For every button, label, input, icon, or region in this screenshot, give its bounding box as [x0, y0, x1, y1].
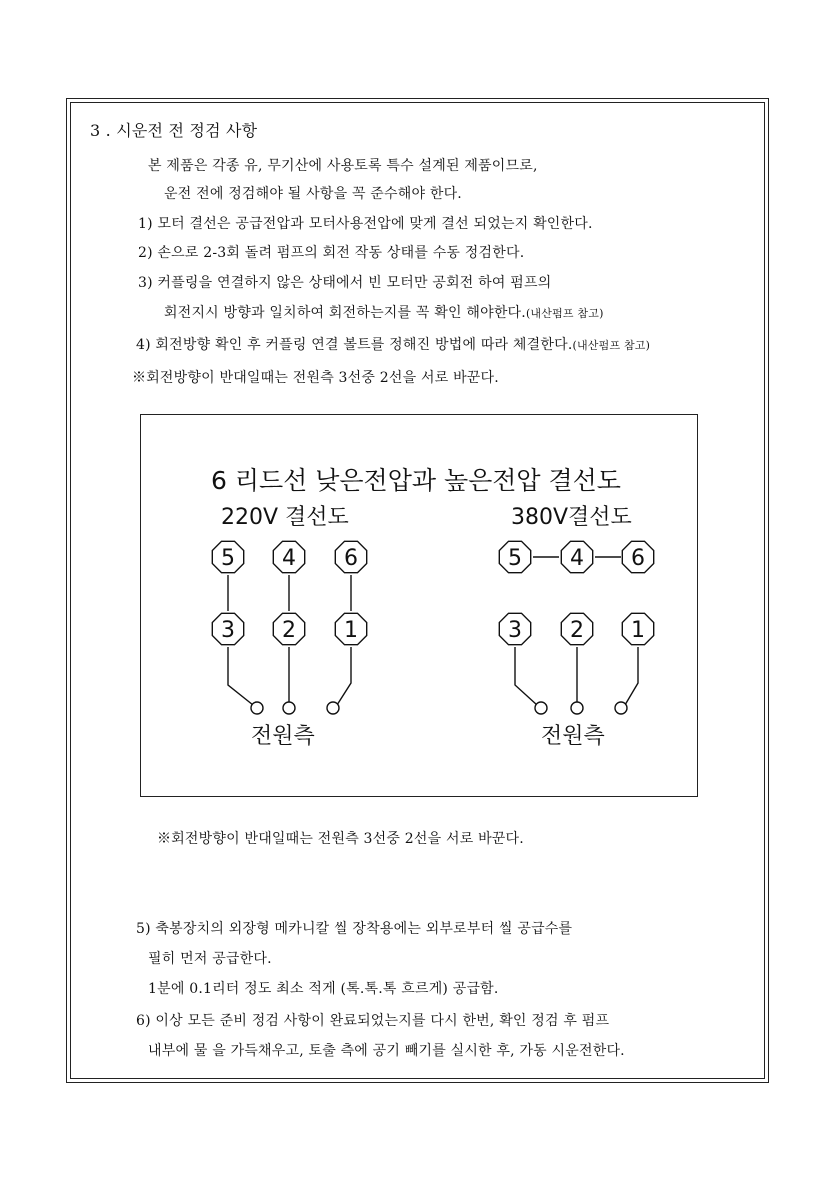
- wiring-diagram: [140, 414, 698, 797]
- power-side-label-left: 전원측: [251, 724, 315, 749]
- item-1: 1) 모터 결선은 공급전압과 모터사용전압에 맞게 결선 되었는지 확인한다.: [138, 216, 593, 232]
- item-6-line-1: 6) 이상 모든 준비 정검 사항이 완료되었는지를 다시 한번, 확인 정검 후 펌프: [136, 1013, 610, 1029]
- terminal-label: 6: [344, 546, 358, 571]
- note-top: ※회전방향이 반대일때는 전원측 3선중 2선을 서로 바꾼다.: [132, 370, 499, 386]
- terminal-label: 5: [508, 546, 522, 571]
- wire-left-1-power: [337, 647, 351, 705]
- terminal-label: 2: [282, 618, 296, 643]
- intro-line-2: 운전 전에 정검해야 될 사항을 꼭 준수해야 한다.: [164, 186, 462, 202]
- power-terminal: [327, 702, 339, 714]
- power-side-label-right: 전원측: [541, 724, 605, 749]
- terminals: [212, 541, 653, 644]
- wire-right-3-power: [515, 647, 537, 705]
- wire-right-1-power: [625, 647, 638, 705]
- terminal-label: 2: [570, 618, 584, 643]
- terminal-label: 1: [344, 618, 358, 643]
- terminal-label: 3: [508, 618, 522, 643]
- power-terminal: [251, 702, 263, 714]
- terminal-label: 6: [631, 546, 645, 571]
- diagram-title: 6 리드선 낮은전압과 높은전압 결선도: [211, 466, 621, 495]
- item-2: 2) 손으로 2-3회 돌려 펌프의 회전 작동 상태를 수동 정검한다.: [138, 245, 525, 261]
- item-3-text: 회전지시 방향과 일치하여 회전하는지를 꼭 확인 해야한다.: [164, 305, 526, 321]
- item-5-line-3: 1분에 0.1리터 정도 최소 적게 (톡.톡.톡 흐르게) 공급함.: [148, 981, 499, 997]
- power-terminal: [615, 702, 627, 714]
- intro-line-1: 본 제품은 각종 유, 무기산에 사용토록 특수 설계된 제품이므로,: [148, 158, 538, 174]
- power-terminal: [535, 702, 547, 714]
- power-terminal: [571, 702, 583, 714]
- item-6-line-2: 내부에 물 을 가득채우고, 토출 측에 공기 빼기를 실시한 후, 가동 시운전한다.: [148, 1043, 625, 1059]
- terminal-label: 4: [282, 546, 296, 571]
- terminal-label: 4: [570, 546, 584, 571]
- left-diagram-label: 220V 결선도: [221, 505, 349, 530]
- terminal-label: 3: [221, 618, 235, 643]
- terminal-label: 1: [631, 618, 645, 643]
- item-5-line-2: 필히 먼저 공급한다.: [148, 951, 272, 967]
- item-3-line-1: 3) 커플링을 연결하지 않은 상태에서 빈 모터만 공회전 하여 펌프의: [138, 275, 552, 291]
- power-terminals: [251, 702, 627, 714]
- item-3-line-2: [164, 302, 604, 322]
- item-4-note: (내산펌프 참고): [572, 339, 651, 352]
- terminal-label: 5: [221, 546, 235, 571]
- right-diagram-label: 380V결선도: [511, 505, 632, 530]
- item-5-line-1: 5) 축봉장치의 외장형 메카니칼 씰 장착용에는 외부로부터 씰 공급수를: [136, 921, 573, 937]
- power-terminal: [283, 702, 295, 714]
- wire-left-3-power: [228, 647, 253, 705]
- item-4: [136, 334, 650, 354]
- note-bottom: ※회전방향이 반대일때는 전원측 3선중 2선을 서로 바꾼다.: [157, 831, 524, 847]
- item-3-note: (내산펌프 참고): [525, 307, 604, 320]
- section-heading: 3 . 시운전 전 정검 사항: [90, 121, 258, 140]
- wiring-diagram-svg: [141, 415, 699, 798]
- item-4-text: 4) 회전방향 확인 후 커플링 연결 볼트를 정해진 방법에 따라 체결한다.: [136, 337, 573, 353]
